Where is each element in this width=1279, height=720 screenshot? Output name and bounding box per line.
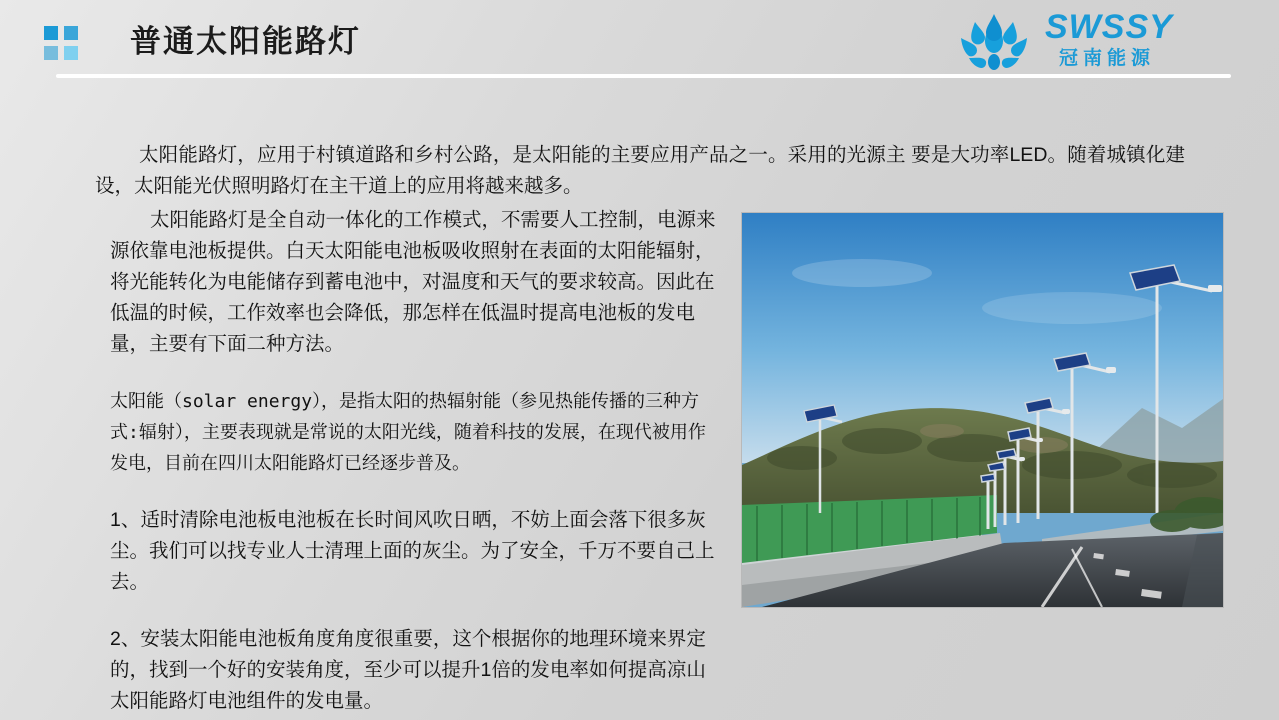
paragraph-2: 太阳能（solar energy），是指太阳的热辐射能（参见热能传播的三种方式:辐射），主要表现就是常说的太阳光线，随着科技的发展，在现代被用作发电，目前在四川太阳能路灯已经逐步普及。 [110, 391, 706, 474]
paragraph-3: 1、适时清除电池板电池板在长时间风吹日晒，不妨上面会落下很多灰尘。我们可以找专业人士清理上面的灰尘。为了安全，千万不要自己上去。 [110, 509, 715, 593]
decorative-squares-icon [44, 26, 90, 62]
company-logo [951, 8, 1221, 74]
water-drop-splash-logo-icon [951, 10, 1037, 72]
header-divider [56, 74, 1231, 78]
paragraph-1: 太阳能路灯是全自动一体化的工作模式，不需要人工控制，电源来源依靠电池板提供。白天太阳能电池板吸收照射在表面的太阳能辐射，将光能转化为电能储存到蓄电池中，对温度和天气的要求较高。因此在低温的时候，工作效率也会降低，那怎样在低温时提高电池板的发电量，主要有下面二种方法。 [110, 209, 716, 355]
intro-paragraph: 太阳能路灯，应用于村镇道路和乡村公路，是太阳能的主要应用产品之一。采用的光源主 要是大功率LED。随着城镇化建设，太阳能光伏照明路灯在主干道上的应用将越来越多。 [95, 144, 1185, 197]
solar-street-light-highway-photo [741, 212, 1224, 608]
slide-header [0, 0, 1279, 88]
body-text-column [110, 205, 720, 720]
paragraph-4: 2、安装太阳能电池板角度角度很重要，这个根据你的地理环境来界定的，找到一个好的安装角度，至少可以提升1倍的发电率如何提高凉山太阳能路灯电池组件的发电量。 [110, 628, 706, 712]
logo-wordmark: SWSSY [1045, 8, 1173, 46]
logo-subtitle: 冠南能源 [1059, 48, 1156, 69]
page-title: 普通太阳能路灯 [130, 24, 361, 59]
